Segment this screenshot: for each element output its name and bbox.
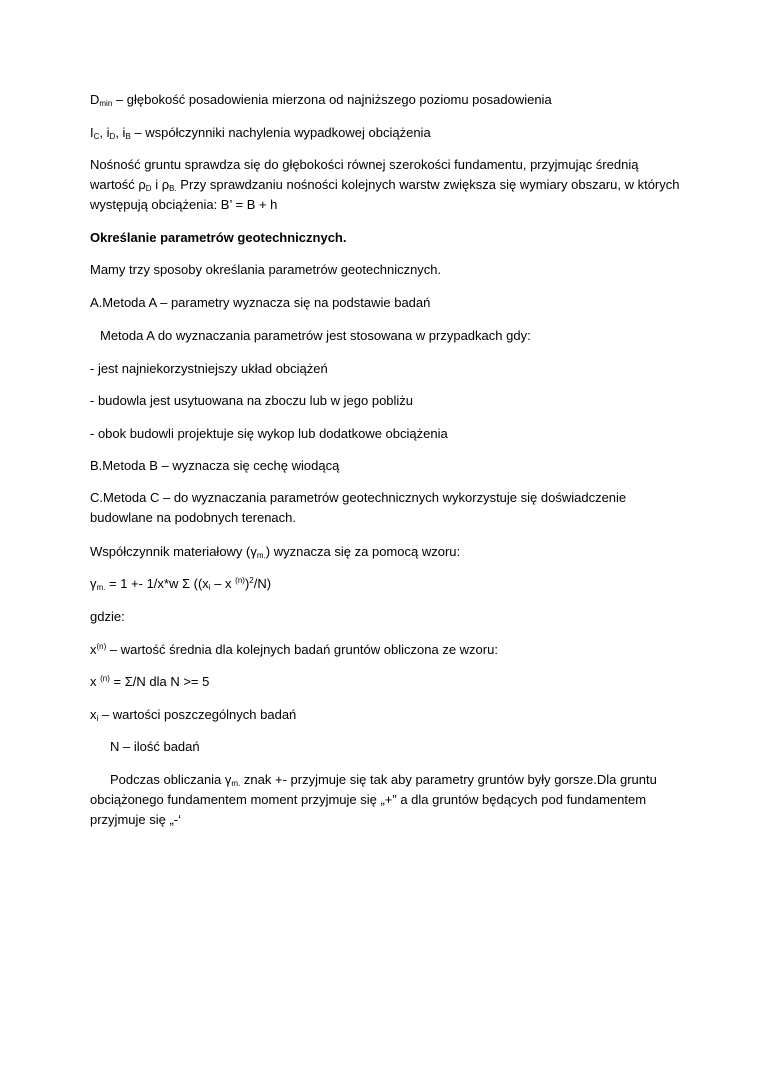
nosnosc-line-2b: i ρ bbox=[151, 177, 170, 192]
formula-n-superscript: (n) bbox=[235, 576, 245, 585]
coef-ic-symbol: I bbox=[90, 125, 94, 140]
formula-gamma: γ bbox=[90, 576, 97, 591]
xi-symbol: x bbox=[90, 707, 97, 722]
case-item-1: - jest najniekorzystniejszy układ obciążeń bbox=[90, 361, 328, 376]
nosnosc-line-2c: Przy sprawdzaniu nośności kolejnych warstw zwiększa się wymiary obszaru, w których bbox=[176, 177, 680, 192]
xi-subscript: i bbox=[96, 714, 99, 723]
formula-part-e: /N) bbox=[253, 576, 272, 591]
formula-xi-subscript: i bbox=[208, 583, 211, 592]
rho-d-subscript: D bbox=[145, 184, 152, 193]
case-item-3: - obok budowli projektuje się wykop lub dodatkowe obciążenia bbox=[90, 426, 448, 441]
method-b: B.Metoda B – wyznacza się cechę wiodącą bbox=[90, 458, 340, 473]
rho-b-subscript: B. bbox=[169, 184, 177, 193]
xn-formula-superscript: (n) bbox=[100, 674, 110, 683]
xn-superscript: (n) bbox=[96, 642, 107, 651]
coef-id-subscript: D bbox=[109, 132, 116, 141]
xn-symbol: x bbox=[90, 642, 97, 657]
xn-text: – wartość średnia dla kolejnych badań gruntów obliczona ze wzoru: bbox=[106, 642, 498, 657]
coef-ic-subscript: C bbox=[93, 132, 100, 141]
formula-part-b: = 1 +- 1/x*w Σ ((x bbox=[105, 576, 209, 591]
final-line-3: przyjmuje się „-‘ bbox=[90, 812, 182, 827]
where-label: gdzie: bbox=[90, 609, 125, 624]
method-c bbox=[90, 488, 680, 528]
method-a: A.Metoda A – parametry wyznacza się na podstawie badań bbox=[90, 295, 431, 310]
material-coef-text-a: Współczynnik materiałowy (γ bbox=[90, 544, 257, 559]
final-line-1a: Podczas obliczania γ bbox=[110, 772, 232, 787]
methods-intro: Mamy trzy sposoby określania parametrów geotechnicznych. bbox=[90, 262, 442, 277]
nosnosc-paragraph bbox=[90, 155, 680, 215]
coefficients-definition bbox=[90, 123, 680, 143]
gamma-m-subscript: m. bbox=[256, 551, 266, 560]
case-item-2: - budowla jest usytuowana na zboczu lub w jego pobliżu bbox=[90, 393, 414, 408]
gamma-formula bbox=[90, 574, 680, 594]
final-line-1b: znak +- przyjmuje się tak aby parametry gruntów były gorsze.Dla gruntu bbox=[240, 772, 657, 787]
xn-formula-rest: = Σ/N dla N >= 5 bbox=[109, 674, 210, 689]
n-definition: N – ilość badań bbox=[110, 739, 200, 754]
dmin-definition bbox=[90, 90, 680, 110]
formula-part-d: ) bbox=[244, 576, 250, 591]
xn-formula bbox=[90, 672, 680, 692]
formula-gamma-subscript: m. bbox=[96, 583, 106, 592]
section-heading: Określanie parametrów geotechnicznych. bbox=[90, 230, 347, 245]
nosnosc-line-2a: wartość ρ bbox=[90, 177, 146, 192]
method-c-line-2: budowlane na podobnych terenach. bbox=[90, 510, 296, 525]
coef-text: – współczynniki nachylenia wypadkowej obciążenia bbox=[130, 125, 431, 140]
nosnosc-line-3: występują obciążenia: B’ = B + h bbox=[90, 197, 278, 212]
formula-part-c: – x bbox=[210, 576, 236, 591]
method-a-usage: Metoda A do wyznaczania parametrów jest stosowana w przypadkach gdy: bbox=[100, 328, 531, 343]
dmin-symbol: D bbox=[90, 92, 100, 107]
coef-ib-subscript: B bbox=[125, 132, 131, 141]
dmin-subscript: min bbox=[99, 99, 113, 108]
dmin-text: – głębokość posadowienia mierzona od najniższego poziomu posadowienia bbox=[112, 92, 552, 107]
final-paragraph bbox=[90, 770, 680, 830]
xi-definition bbox=[90, 705, 680, 725]
xn-definition bbox=[90, 640, 680, 660]
xi-text: – wartości poszczególnych badań bbox=[98, 707, 297, 722]
method-c-line-1: C.Metoda C – do wyznaczania parametrów geotechnicznych wykorzystuje się doświadczenie bbox=[90, 490, 627, 505]
coef-sep-2: , i bbox=[115, 125, 126, 140]
final-line-2: obciążonego fundamentem moment przyjmuje się „+” a dla gruntów będących pod fundamentem bbox=[90, 792, 647, 807]
xn-formula-x: x bbox=[90, 674, 101, 689]
final-gamma-subscript: m. bbox=[231, 779, 241, 788]
material-coef-text-b: ) wyznacza się za pomocą wzoru: bbox=[265, 544, 461, 559]
coef-sep-1: , i bbox=[99, 125, 110, 140]
material-coefficient bbox=[90, 542, 680, 562]
formula-square-superscript: 2 bbox=[249, 576, 254, 585]
nosnosc-line-1: Nośność gruntu sprawdza się do głębokości równej szerokości fundamentu, przyjmując średnią bbox=[90, 157, 639, 172]
